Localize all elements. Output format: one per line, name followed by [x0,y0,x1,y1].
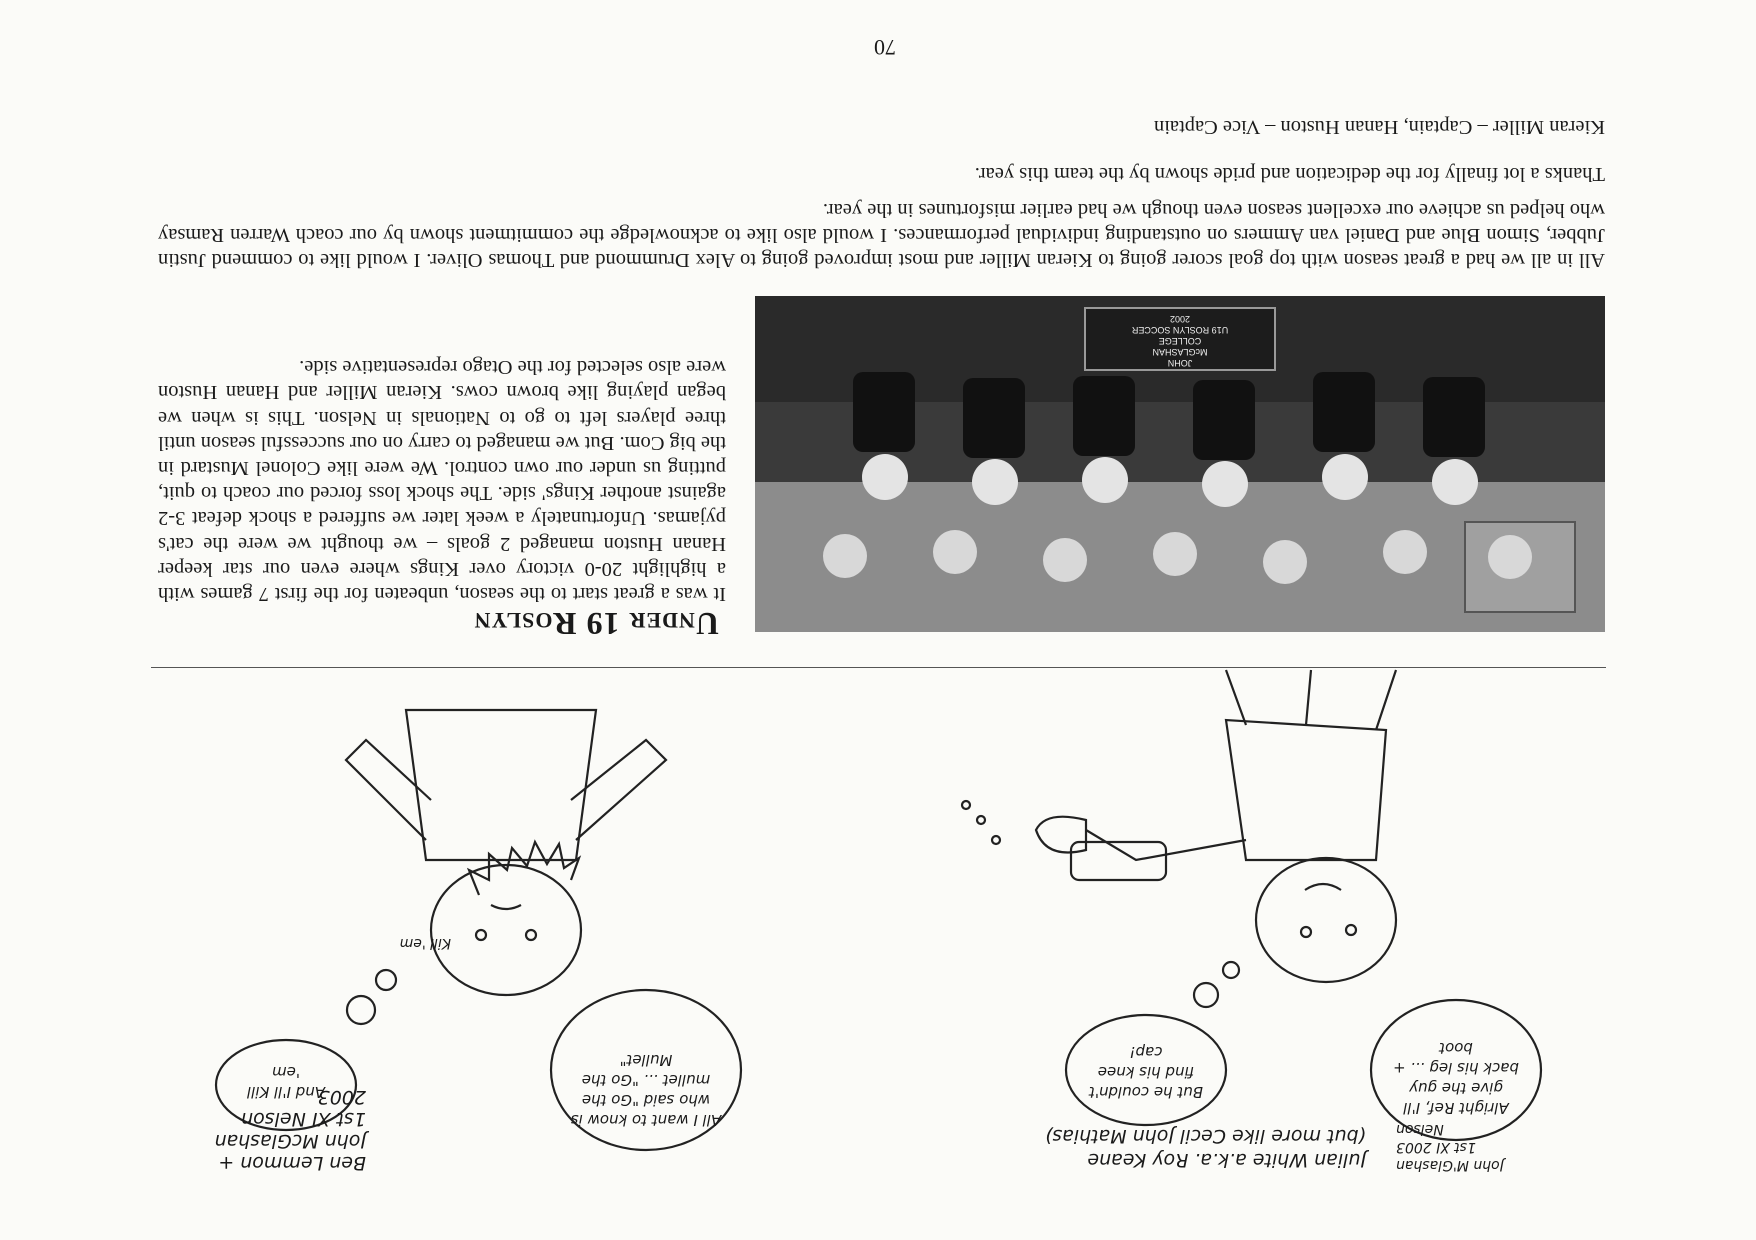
article-paragraph: All in all we had a great season with top goal scorer going to Kieran Miller and most improved going to Alex Drummond and Thomas Oliver. I would like to commend Justin Jubber, Simon Blue and Daniel van Ammers on outstanding individual performances. I would also like to acknowledge the commitment shown by our coach Warren Ramsay who helped us achieve our excellent season even though we had earlier misfortunes in the year. [158,198,1605,271]
speech-bubble-kneecap: But he couldn't find his knee cap! [1088,1043,1204,1101]
speech-bubble-kill: And I'll Kill 'em [246,1063,326,1101]
team-sign-line: U19 ROSLYN SOCCER [1131,325,1229,335]
speech-bubble-mullet: All I want to know is who said "Go the mullet ... "Go the Mullet" [570,1051,722,1129]
team-sign-line: 2002 [1169,314,1191,324]
cartoon-side-text: Kill 'em [399,935,451,951]
cartoon-section [146,660,1606,1180]
speech-bubble-ref: Alright Ref, I'll give the guy back his leg ... + boot [1393,1039,1519,1117]
article-title: Under 19 Roslyn [473,606,719,642]
credit-line: Nelson [1396,1121,1444,1137]
caption-line: John McGlashan [214,1130,366,1152]
caption-line: (but more like Cecil John Mathias) [1044,1125,1366,1147]
article-body [158,104,1605,272]
caption-line: Julian White a.k.a. Roy Keane [1087,1149,1366,1171]
team-sign-line: JOHN [1167,358,1193,368]
caption-line: Ben Lemmon + [218,1152,366,1174]
credit-line: John M'Glashan [1396,1157,1504,1173]
team-photo [755,296,1605,632]
credit-line: 1st XI 2003 [1396,1139,1476,1155]
team-sign-line: COLLEGE [1158,336,1202,346]
article-paragraph: Thanks a lot finally for the dedication and pride shown by the team this year. [974,163,1605,186]
captains-line: Kieran Miller – Captain, Hanan Huston – Vice Captain [1154,116,1605,139]
caption-line: 1st XI Nelson [241,1108,366,1130]
team-sign [1085,313,1275,368]
caption-line: 2003 [317,1086,366,1108]
page-number: 70 [874,35,896,60]
cartoon-caption-left [846,1124,1366,1172]
cartoon-credit-left [1396,1120,1606,1174]
team-sign-line: McGLASHAN [1152,347,1208,357]
article-intro-paragraph: It was a great start to the season, unbeaten for the first 7 games with a highlight 20-0 victory over Kings where even our star keeper Hanan Huston managed 2 goals – we thought we were the cat's pyjamas. Unfortunately a week later we suffered a shock defeat 3-2 against another Kings' side. The shock loss forced our coach to quit, putting us under our own control. We were like Colonel Mustard in the big Com. But we managed to carry on our successful season until three players left to go to Nationals in Nelson. This is when we began playing like brown cows. Kieran Miller and Hanan Huston were also selected for the Otago representative side. [158,356,726,605]
cartoon-caption-right [146,1086,366,1174]
